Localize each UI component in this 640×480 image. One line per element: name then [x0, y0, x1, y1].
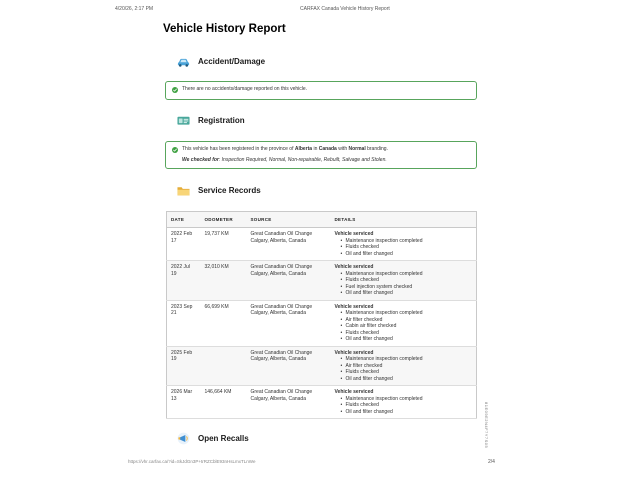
details-cell: Vehicle serviced • Maintenance inspection completed • Air filter checked • Cabin air filter checked • Fluids checked • Oil and filter changed — [331, 300, 477, 346]
column-header-details: DETAILS — [331, 212, 477, 228]
date-cell: 2023 Sep 21 — [167, 300, 201, 346]
section-title-open-recalls: Open Recalls — [198, 434, 249, 443]
registration-status-message: This vehicle has been registered in the province of Alberta in Canada with Normal branding. — [182, 146, 388, 152]
table-row — [167, 386, 477, 419]
source-cell: Great Canadian Oil Change Calgary, Alberta, Canada — [247, 228, 331, 261]
column-header-source: SOURCE — [247, 212, 331, 228]
check-circle-icon — [172, 87, 178, 96]
megaphone-icon — [176, 432, 191, 445]
table-row — [167, 346, 477, 386]
table-row — [167, 228, 477, 261]
column-header-odometer: ODOMETER — [201, 212, 247, 228]
open-recalls-section-heading — [176, 432, 249, 445]
details-cell: Vehicle serviced • Maintenance inspection completed • Fluids checked • Fuel injection system checked • Oil and filter changed — [331, 261, 477, 301]
accident-status-box — [165, 81, 477, 100]
table-row — [167, 261, 477, 301]
odometer-cell: 146,664 KM — [201, 386, 247, 419]
report-id-vertical-text: 81E09E2N4F7Y7S05 — [484, 402, 489, 449]
print-timestamp: 4/20/26, 2:17 PM — [115, 6, 154, 12]
source-cell: Great Canadian Oil Change Calgary, Alberta, Canada — [247, 261, 331, 301]
print-document-title: CARFAX Canada Vehicle History Report — [300, 6, 390, 12]
registration-checked-for: We checked for: Inspection Required, Normal, Non-repairable, Rebuilt, Salvage and Stolen. — [182, 157, 387, 164]
column-header-date: DATE — [167, 212, 201, 228]
odometer-cell: 66,699 KM — [201, 300, 247, 346]
source-cell: Great Canadian Oil Change Calgary, Alberta, Canada — [247, 300, 331, 346]
table-row — [167, 300, 477, 346]
page-number-indicator: 2/4 — [488, 459, 495, 465]
check-circle-icon — [172, 147, 178, 156]
accident-status-message: There are no accidents/damage reported on this vehicle. — [182, 86, 308, 92]
car-crash-icon — [176, 55, 191, 68]
details-cell: Vehicle serviced • Maintenance inspection completed • Air filter checked • Fluids checked • Oil and filter changed — [331, 346, 477, 386]
date-cell: 2026 Mar 13 — [167, 386, 201, 419]
odometer-cell — [201, 346, 247, 386]
registration-status-box — [165, 141, 477, 169]
date-cell: 2022 Feb 17 — [167, 228, 201, 261]
source-cell: Great Canadian Oil Change Calgary, Alberta, Canada — [247, 346, 331, 386]
table-header-row — [167, 212, 477, 228]
section-title-service-records: Service Records — [198, 186, 261, 195]
accident-damage-section-heading — [176, 55, 265, 68]
date-cell: 2025 Feb 19 — [167, 346, 201, 386]
details-cell: Vehicle serviced • Maintenance inspection completed • Fluids checked • Oil and filter changed — [331, 386, 477, 419]
service-records-section-heading — [176, 184, 261, 197]
print-footer-url: https://vhr.carfax.ca/?id=SkJdGn3P+trRZCblE93nHsLmxTLnWe — [128, 459, 256, 464]
odometer-cell: 32,010 KM — [201, 261, 247, 301]
registration-section-heading — [176, 114, 245, 127]
details-cell: Vehicle serviced • Maintenance inspection completed • Fluids checked • Oil and filter changed — [331, 228, 477, 261]
date-cell: 2022 Jul 19 — [167, 261, 201, 301]
registration-card-icon — [176, 114, 191, 127]
page-title: Vehicle History Report — [163, 23, 286, 35]
section-title-accident: Accident/Damage — [198, 57, 266, 66]
source-cell: Great Canadian Oil Change Calgary, Alberta, Canada — [247, 386, 331, 419]
odometer-cell: 19,737 KM — [201, 228, 247, 261]
service-records-table — [166, 211, 477, 419]
section-title-registration: Registration — [198, 116, 245, 125]
folder-icon — [176, 184, 191, 197]
